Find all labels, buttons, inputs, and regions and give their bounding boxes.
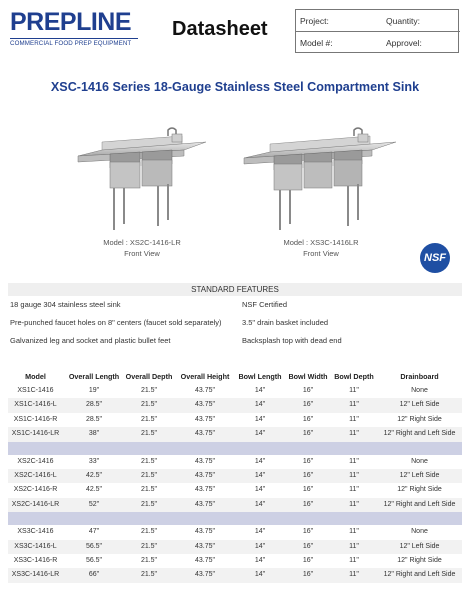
table-cell: 16" (302, 430, 314, 438)
table-header-cell: Overall Depth (125, 372, 173, 381)
table-row (8, 469, 462, 483)
table-cell: 14" (254, 401, 266, 409)
product-caption-two-compartment (72, 237, 212, 259)
table-cell: 12" Right and Left Side (383, 571, 456, 579)
model-label: Model #: (300, 38, 333, 48)
table-cell: 16" (302, 556, 314, 564)
feature-item: 18 gauge 304 stainless steel sink (10, 300, 121, 309)
table-cell: 21.5" (140, 387, 158, 394)
table-header-cell: Bowl Depth (334, 372, 374, 381)
nsf-badge: NSF (420, 243, 450, 273)
table-row (8, 427, 462, 441)
table-cell: XS2C-1416 (17, 457, 54, 465)
table-cell: 11" (349, 401, 359, 409)
table-cell: 12" Right Side (397, 415, 442, 423)
info-row-model (296, 32, 460, 54)
table-row (8, 525, 462, 539)
logo-subtitle: COMMERCIAL FOOD PREP EQUIPMENT (10, 38, 138, 47)
table-cell: 43.75" (194, 528, 215, 536)
table-cell: 14" (254, 387, 266, 394)
project-label: Project: (300, 16, 329, 26)
table-cell: 12" Right and Left Side (383, 500, 456, 508)
project-info-box (295, 9, 459, 53)
table-cell: 14" (254, 430, 266, 438)
three-compartment-sink-image (240, 126, 400, 238)
table-cell: XS3C-1416-R (13, 556, 58, 564)
table-cell: XS1C-1416-LR (11, 430, 60, 438)
table-cell: 52" (88, 500, 100, 508)
table-cell: 16" (302, 387, 314, 394)
table-cell: 43.75" (194, 556, 215, 564)
table-cell: 21.5" (140, 542, 158, 550)
table-cell: 19" (88, 387, 100, 394)
table-row (8, 413, 462, 427)
product-model-label: Model : XS3C-1416LR (283, 238, 359, 247)
feature-item: Galvanized leg and socket and plastic bullet feet (10, 336, 171, 345)
prepline-logo (10, 8, 138, 50)
table-cell: 43.75" (194, 430, 215, 438)
table-cell: XS3C-1416-L (14, 542, 57, 550)
table-cell: 11" (349, 571, 359, 579)
approval-label: Approvel: (386, 38, 422, 48)
table-cell: 21.5" (140, 500, 158, 508)
feature-item: 3.5" drain basket included (242, 318, 329, 327)
feature-item: NSF Certified (242, 300, 288, 309)
table-cell: 38" (88, 430, 100, 438)
table-cell: 14" (254, 500, 266, 508)
table-cell: XS1C-1416-R (13, 415, 58, 423)
table-row (8, 554, 462, 568)
table-cell: 21.5" (140, 556, 158, 564)
table-cell: 14" (254, 471, 266, 479)
table-cell: 11" (349, 486, 359, 494)
table-row (8, 398, 462, 412)
table-cell: 42.5" (85, 471, 103, 479)
table-cell: 66" (88, 571, 100, 579)
table-cell: XS2C-1416-LR (11, 500, 60, 508)
table-cell: None (411, 457, 428, 465)
feature-item: Backsplash top with dead end (242, 336, 342, 345)
table-row (8, 384, 462, 398)
table-cell: 12" Right and Left Side (383, 430, 456, 438)
table-cell: 43.75" (194, 415, 215, 423)
table-cell: 42.5" (85, 486, 103, 494)
specification-table (8, 370, 462, 583)
table-cell: 14" (254, 556, 266, 564)
table-header-cell: Overall Height (180, 372, 230, 381)
table-row (8, 483, 462, 497)
table-header-cell: Model (25, 372, 46, 381)
table-cell: 43.75" (194, 571, 215, 579)
table-cell: 33" (88, 457, 100, 465)
table-cell: 21.5" (140, 457, 158, 465)
table-cell: 16" (302, 571, 314, 579)
table-cell: 43.75" (194, 457, 215, 465)
logo-text: PREPLINE (10, 8, 132, 36)
table-cell: 28.5" (85, 401, 103, 409)
datasheet-title: Datasheet (172, 18, 268, 40)
table-header-cell: Overall Length (68, 372, 120, 381)
table-header-cell: Bowl Length (238, 372, 282, 381)
two-compartment-sink-image (72, 126, 212, 238)
table-cell: 16" (302, 457, 314, 465)
table-row (8, 540, 462, 554)
table-cell: 16" (302, 401, 314, 409)
table-cell: 14" (254, 528, 266, 536)
table-cell: 14" (254, 415, 266, 423)
standard-features-heading: STANDARD FEATURES (8, 283, 462, 296)
table-cell: 21.5" (140, 528, 158, 536)
table-header-cell: Bowl Width (288, 372, 328, 381)
table-cell: XS3C-1416-LR (11, 571, 60, 579)
product-view-label: Front View (124, 249, 160, 258)
table-cell: XS1C-1416-L (14, 401, 57, 409)
table-cell: 16" (302, 471, 314, 479)
table-cell: 47" (88, 528, 100, 536)
table-cell: 43.75" (194, 500, 215, 508)
table-cell: 21.5" (140, 486, 158, 494)
table-cell: 12" Left Side (399, 401, 440, 409)
table-cell: XS1C-1416 (17, 387, 54, 394)
table-cell: 21.5" (140, 415, 158, 423)
product-view-label: Front View (303, 249, 339, 258)
table-cell: 43.75" (194, 387, 215, 394)
table-cell: 16" (302, 528, 314, 536)
table-cell: 14" (254, 571, 266, 579)
table-cell: 21.5" (140, 571, 158, 579)
table-cell: 16" (302, 500, 314, 508)
table-cell: XS2C-1416-R (13, 486, 58, 494)
feature-item: Pre-punched faucet holes on 8" centers (faucet sold separately) (10, 318, 222, 327)
series-title: XSC-1416 Series 18-Gauge Stainless Steel Compartment Sink (50, 80, 420, 94)
table-cell: 21.5" (140, 471, 158, 479)
table-cell: 11" (349, 556, 359, 564)
table-cell: 12" Left Side (399, 542, 440, 550)
table-cell: 11" (349, 471, 359, 479)
table-row (8, 455, 462, 469)
table-cell: 56.5" (85, 556, 103, 564)
table-cell: 16" (302, 415, 314, 423)
table-cell: 28.5" (85, 415, 103, 423)
table-cell: 11" (349, 457, 359, 465)
table-cell: None (411, 387, 428, 394)
table-cell: 43.75" (194, 486, 215, 494)
table-cell: 12" Right Side (397, 556, 442, 564)
table-cell: 43.75" (194, 471, 215, 479)
table-row (8, 498, 462, 512)
table-row (8, 568, 462, 582)
table-cell: 21.5" (140, 401, 158, 409)
table-cell: 12" Left Side (399, 471, 440, 479)
table-cell: 11" (349, 528, 359, 536)
product-caption-three-compartment (246, 237, 396, 259)
table-cell: 11" (349, 415, 359, 423)
product-model-label: Model : XS2C-1416-LR (103, 238, 181, 247)
table-cell: 43.75" (194, 542, 215, 550)
table-cell: 11" (349, 542, 359, 550)
table-cell: 14" (254, 486, 266, 494)
table-cell: 11" (349, 500, 359, 508)
table-cell: 21.5" (140, 430, 158, 438)
table-cell: 16" (302, 486, 314, 494)
table-cell: None (411, 528, 428, 536)
table-cell: 43.75" (194, 401, 215, 409)
table-cell: 11" (349, 387, 359, 394)
table-cell: 14" (254, 542, 266, 550)
info-row-project (296, 10, 460, 32)
quantity-label: Quantity: (386, 16, 421, 26)
table-cell: XS2C-1416-L (14, 471, 57, 479)
table-header-cell: Drainboard (400, 372, 439, 381)
table-header-row (8, 370, 462, 384)
table-cell: 56.5" (85, 542, 103, 550)
group-separator (8, 512, 462, 525)
group-separator (8, 442, 462, 455)
table-cell: 11" (349, 430, 359, 438)
table-cell: 14" (254, 457, 266, 465)
table-cell: 12" Right Side (397, 486, 442, 494)
table-cell: XS3C-1416 (17, 528, 54, 536)
table-cell: 16" (302, 542, 314, 550)
